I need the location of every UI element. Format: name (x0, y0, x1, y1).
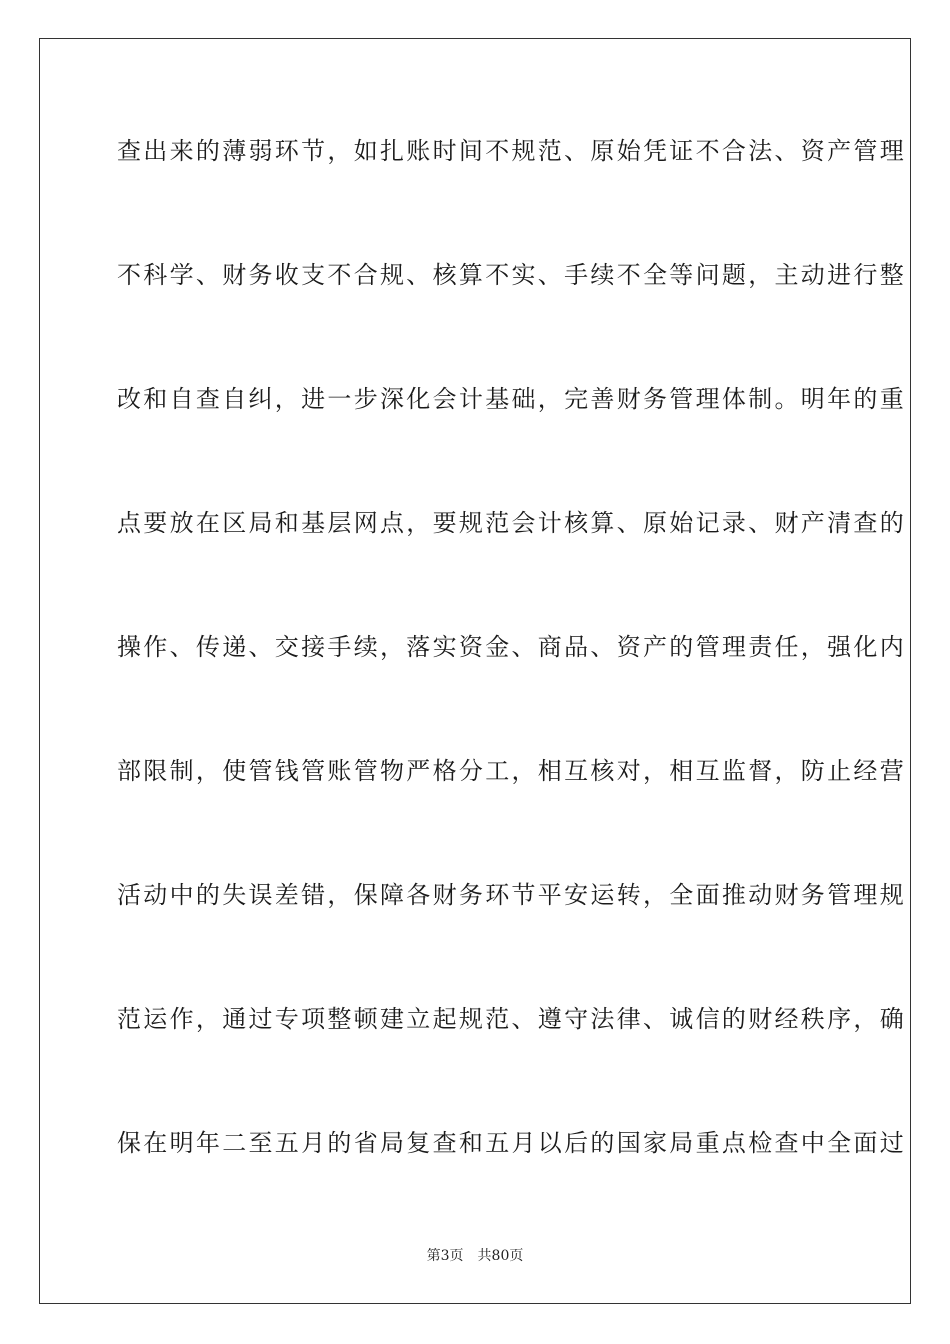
body-text-line: 点要放在区局和基层网点，要规范会计核算、原始记录、财产清查的 (117, 509, 906, 537)
page-number-current: 第3页 (426, 1248, 464, 1264)
body-text-line: 查出来的薄弱环节，如扎账时间不规范、原始凭证不合法、资产管理 (117, 137, 906, 165)
page-footer (0, 1247, 950, 1265)
page-number-total: 共80页 (477, 1248, 524, 1264)
body-text-line: 不科学、财务收支不合规、核算不实、手续不全等问题，主动进行整 (117, 261, 906, 289)
body-text-line: 保在明年二至五月的省局复查和五月以后的国家局重点检查中全面过 (117, 1129, 906, 1157)
body-text-line: 操作、传递、交接手续，落实资金、商品、资产的管理责任，强化内 (117, 633, 906, 661)
body-text-line: 范运作，通过专项整顿建立起规范、遵守法律、诚信的财经秩序，确 (117, 1005, 906, 1033)
body-text-line: 活动中的失误差错，保障各财务环节平安运转，全面推动财务管理规 (117, 881, 906, 909)
body-text-line: 部限制，使管钱管账管物严格分工，相互核对，相互监督，防止经营 (117, 757, 906, 785)
page-border (39, 38, 911, 1304)
body-text-line: 改和自查自纠，进一步深化会计基础，完善财务管理体制。明年的重 (117, 385, 906, 413)
